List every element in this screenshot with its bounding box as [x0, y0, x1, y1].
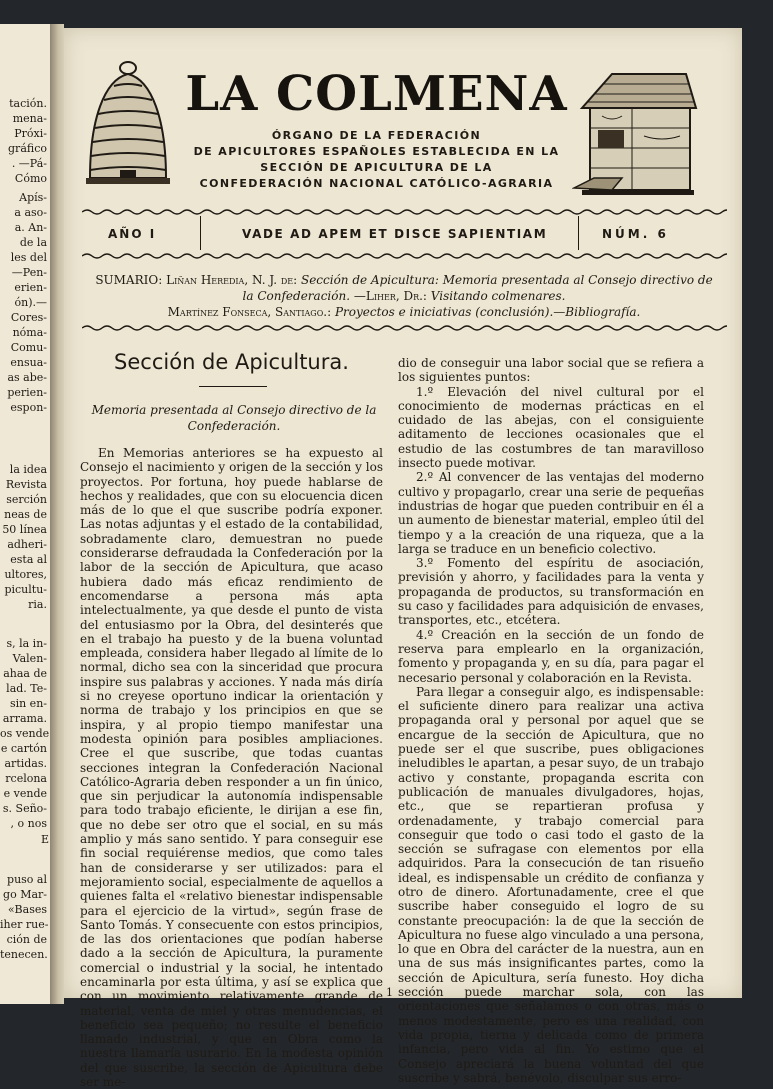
article-title: Sección de Apicultura. — [114, 350, 349, 374]
prev-page-line: rcelona — [5, 772, 47, 785]
prev-page-line: arrama. — [2, 712, 47, 725]
prev-page-line: mena- — [12, 112, 47, 125]
issue-motto: VADE AD APEM ET DISCE SAPIENTIAM — [242, 227, 548, 241]
book-spine — [50, 24, 64, 1004]
prev-page-line: picultu- — [4, 583, 47, 596]
summary-label: SUMARIO: — [95, 273, 163, 287]
prev-page-line: 50 línea — [2, 523, 47, 536]
prev-page-block-1 — [0, 96, 50, 186]
subtitle-line: CONFEDERACIÓN NACIONAL CATÓLICO-AGRARIA — [199, 177, 554, 190]
prev-page-line: tación. — [9, 97, 47, 110]
prev-page-line: nóma- — [12, 326, 47, 339]
bar-divider — [200, 216, 201, 250]
prev-page-line: E — [40, 833, 49, 846]
title-rule — [199, 386, 267, 387]
summary-block — [94, 272, 714, 320]
masthead-title: LA COLMENA — [185, 66, 568, 122]
prev-page-line: de la — [19, 236, 47, 249]
prev-page-line: ultores, — [4, 568, 47, 581]
summary-item: Sección de Apicultura: Memoria presentada al Consejo directivo de la Confederación. — [242, 273, 713, 303]
summary-author: —Liher, Dr.: — [353, 289, 427, 303]
subtitle-line: DE APICULTORES ESPAÑOLES ESTABLECIDA EN LA — [193, 145, 560, 158]
prev-page-line: la idea — [9, 463, 47, 476]
prev-page-line: ensua- — [10, 356, 47, 369]
prev-page-line: —Pen- — [11, 266, 47, 279]
prev-page-line: Valen- — [12, 652, 47, 665]
prev-page-block-4 — [0, 636, 50, 831]
prev-page-line: Cómo — [14, 172, 47, 185]
prev-page-line: Cores- — [10, 311, 47, 324]
page-number: 1 — [386, 986, 393, 999]
prev-page-line: ón).— — [14, 296, 47, 309]
prev-page-line: ahaa de — [3, 667, 47, 680]
prev-page-line: , o nos — [10, 817, 47, 830]
prev-page-line: go Mar- — [3, 888, 47, 901]
prev-page-line: a aso- — [14, 206, 47, 219]
list-item: 1.º Elevación del nivel cultural por el conocimiento de modernas prácticas en el cuidado de las abejas, con el consiguiente aditamento de lecciones ocasionales que el estudio de las costumbres de tan maravilloso insecto puede motivar. — [398, 384, 704, 471]
summary-author: Liñan Heredia, N. J. de: — [166, 273, 298, 287]
prev-page-block-6 — [0, 872, 50, 962]
prev-page-line: sin en- — [9, 697, 47, 710]
prev-page-line: erien- — [14, 281, 47, 294]
article-right-column — [398, 356, 704, 1085]
article-left-column — [80, 446, 383, 1089]
summary-author: Martínez Fonseca, Santiago.: — [167, 305, 332, 319]
prev-page-line: e vende — [3, 787, 47, 800]
summary-item: Proyectos e iniciativas (conclusión).—Bibliografía. — [334, 305, 641, 319]
article-paragraph: Para llegar a conseguir algo, es indispensable: el suficiente dinero para realizar una activa propaganda oral y personal por aquel que se encargue de la sección de Apicultura, que no puede ser el que suscribe, pues obligaciones ineludibles le apartan, a pesar suyo, de un trabajo activo y constante, propaganda escrita con publicación de manuales divulgadores, hojas, etc., que se repartieran profusa y ordenadamente, y trabajo comercial para conseguir que todo o casi todo el gasto de la sección se sufragase con elementos por ella adquiridos. Para la consecución de tan risueño ideal, es indispensable un crédito de confianza y otro de dinero. Afortunadamente, cree el que suscribe haber conseguido el logro de su constante preocupación: la de que la sección de Apicultura no fuese algo vinculado a una persona, lo que en Obra del carácter de la nuestra, aun en una de sus más insignificantes partes, como la sección de Apicultura, sería funesto. Hoy dicha sección puede marchar sola, con las orientaciones que señalamos o con otras, más o menos modestamente, pero es una realidad, con vida propia, tierna y delicada como de primera infancia, pero vida al fin. Yo estimo que el Consejo apreciará la buena voluntad del que suscribe y sabrá, benévolo, disculpar sus erro- — [398, 684, 704, 1085]
prev-page-line: s. Seño- — [2, 802, 47, 815]
wavy-rule-middle — [82, 252, 727, 260]
issue-year: AÑO I — [108, 227, 157, 241]
skep-beehive-icon — [86, 60, 170, 190]
prev-page-line: Comu- — [10, 341, 47, 354]
list-item: 3.º Fomento del espíritu de asociación, previsión y ahorro, y facilidades para la venta y propaganda de productos, su transformación en su caso y facilidades para adquisición de envases, transportes, etc., etcétera. — [398, 556, 704, 628]
previous-page-strip — [0, 24, 52, 1004]
prev-page-line: os vende — [0, 727, 50, 740]
article-paragraph: En Memorias anteriores se ha expuesto al Consejo el nacimiento y origen de la sección y los proyectos. Por fortuna, hoy puede hablarse de hechos y realidades, que con su elocuencia dicen más de lo que el que suscribe podría exponer. Las notas adjuntas y el estado de la contabilidad, sobradamente claro, demuestran no puede considerarse defraudada la Confederación por la labor de la sección de Apicultura, que acaso hubiera dado más eficaz rendimiento de encomendarse a persona más apta intelectualmente, ya que desde el punto de vista del entusiasmo por la Obra, del desinterés que en el trabajo ha puesto y de la buena voluntad empleada, considera haber llegado al límite de lo normal, dicho sea con la sinceridad que procura inspire sus palabras y acciones. Y nada más diría si no creyese oportuno indicar la orientación y norma de trabajo y los principios en que se inspira, y al propio tiempo manifestar una modesta opinión para posibles ampliaciones. Cree el que suscribe, que todas cuantas secciones integran la Confederación Nacional Católico-Agraria deben responder a un fin único, que sin perjudicar la autonomía indispensable para todo trabajo eficiente, le dirijan a ese fin, que no debe ser otro que el social, en su más amplio y más sano sentido. Y para conseguir ese fin social requiérense medios, que como tales han de considerarse y ser utilizados: para el mejoramiento social, especialmente de aquellos a quienes falta el «relativo bienestar indispensable para el ejercicio de la virtud», según frase de Santo Tomás. Y consecuente con estos principios, de las dos orientaciones que podían haberse dado a la sección de Apicultura, la puramente comercial o industrial y la social, he intentado encaminarla por esta última, y así se explica que con un movimiento relativamente grande de material, venta de miel y otras menudencias, el beneficio sea pequeño; no resulte el beneficio llamado industrial, y que en Obra como la nuestra llamaría usurario. En la modesta opinión del que suscribe, la sección de Apicultura debe ser me- — [80, 446, 383, 1089]
masthead-subtitle — [174, 128, 579, 192]
prev-page-line: perien- — [7, 386, 47, 399]
summary-item: Visitando colmenares. — [430, 289, 566, 303]
subtitle-line: SECCIÓN DE APICULTURA DE LA — [260, 161, 493, 174]
journal-page — [64, 28, 742, 1089]
prev-page-line: artidas. — [4, 757, 47, 770]
prev-page-block-5 — [2, 832, 52, 847]
article-subtitle: Memoria presentada al Consejo directivo de la Confederación. — [91, 403, 377, 433]
wavy-rule-bottom — [82, 324, 727, 332]
issue-number: NÚM. 6 — [602, 227, 669, 241]
prev-page-block-2 — [0, 190, 50, 415]
list-item: 4.º Creación en la sección de un fondo de reserva para emplearlo en la organización, fomento y propaganda y, en su día, para pagar el necesario personal y colaboración en la Revista. — [398, 627, 704, 685]
prev-page-line: as abe- — [7, 371, 47, 384]
prev-page-line: ria. — [28, 598, 47, 611]
prev-page-line: les del — [10, 251, 47, 264]
article-paragraph: dio de conseguir una labor social que se refiera a los siguientes puntos: — [398, 356, 704, 385]
prev-page-line: iher rue- — [0, 918, 49, 931]
prev-page-line: . —Pá- — [11, 157, 47, 170]
prev-page-line: serción — [6, 493, 47, 506]
prev-page-line: Revista — [5, 478, 47, 491]
prev-page-line: tenecen. — [0, 948, 48, 961]
prev-page-line: neas de — [4, 508, 47, 521]
prev-page-line: Próxi- — [14, 127, 47, 140]
prev-page-line: puso al — [7, 873, 47, 886]
prev-page-line: a. An- — [14, 221, 47, 234]
prev-page-line: Apís- — [19, 191, 47, 204]
list-item: 2.º Al convencer de las ventajas del moderno cultivo y propagarlo, crear una serie de pequeñas industrias de hogar que pueden contribuir en él a un aumento de bienestar material, empleo útil del tiempo y a la creación de una riqueza, que a la larga se traduce en un beneficio colectivo. — [398, 470, 704, 556]
prev-page-block-3 — [0, 462, 50, 612]
prev-page-line: espon- — [10, 401, 47, 414]
prev-page-line: esta al — [10, 553, 47, 566]
subtitle-line: ÓRGANO DE LA FEDERACIÓN — [271, 129, 482, 142]
prev-page-line: ción de — [6, 933, 47, 946]
prev-page-line: adheri- — [7, 538, 47, 551]
prev-page-line: «Bases — [7, 903, 47, 916]
bar-divider — [578, 216, 579, 250]
prev-page-line: e cartón — [0, 742, 47, 755]
wooden-hive-icon — [572, 68, 698, 196]
prev-page-line: s, la in- — [6, 637, 47, 650]
prev-page-line: lad. Te- — [6, 682, 47, 695]
issue-info-bar — [82, 214, 727, 250]
prev-page-line: gráfico — [8, 142, 47, 155]
